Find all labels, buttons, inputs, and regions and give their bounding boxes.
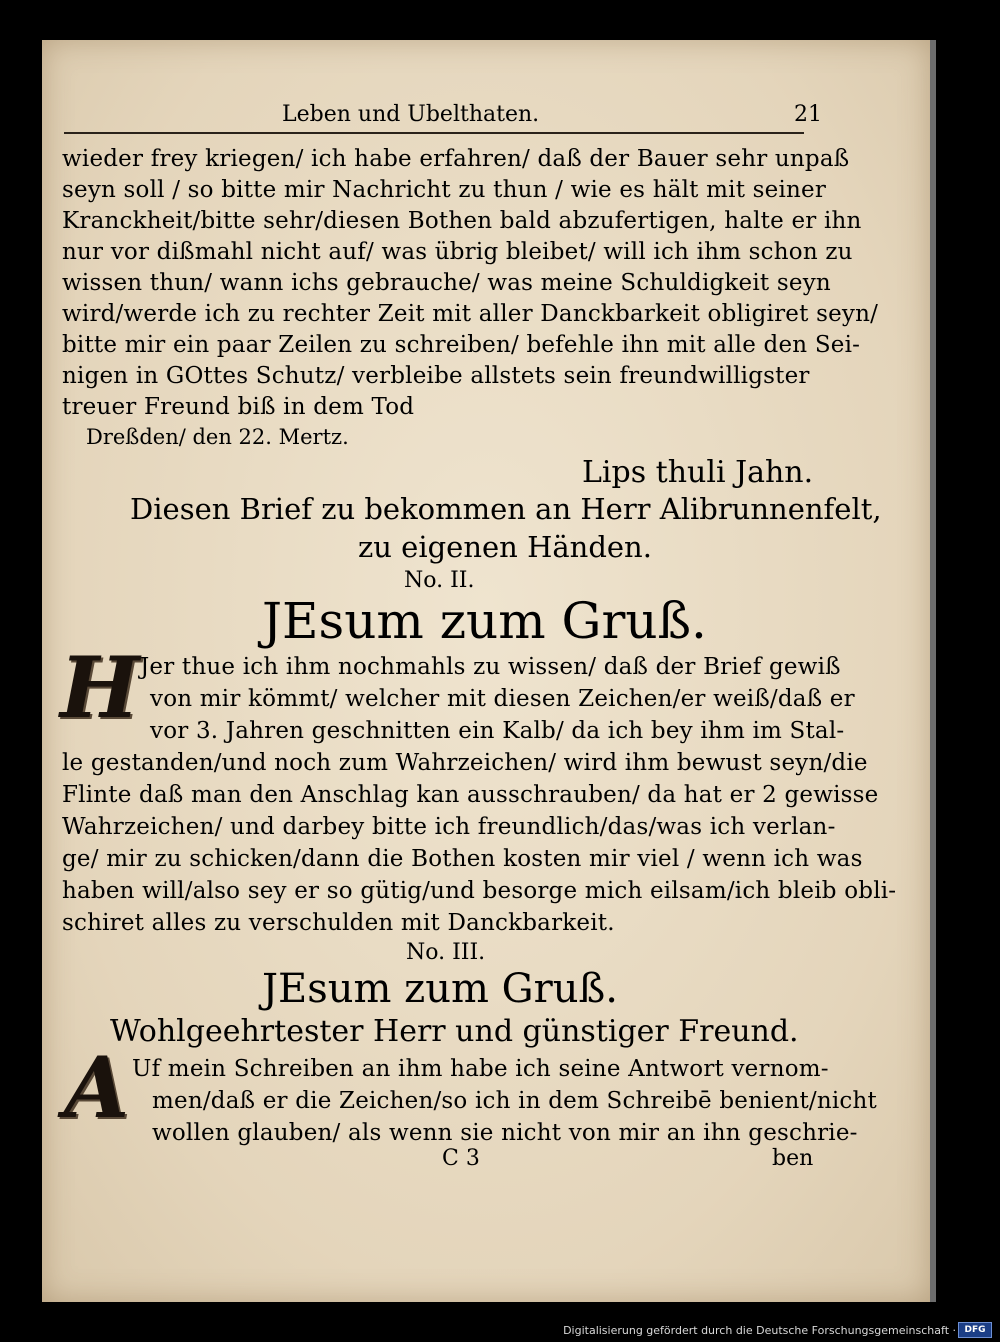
letter1-line: nigen in GOttes Schutz/ verbleibe allstets sein freundwilligster [62, 363, 810, 389]
letter-heading: JEsum zum Gruß. [262, 592, 707, 650]
address-line: Diesen Brief zu bekommen an Herr Alibrunnenfelt, [130, 492, 882, 526]
letter3-line: men/daß er die Zeichen/so ich in dem Schreibē benient/nicht [152, 1088, 877, 1114]
letter2-line: ge/ mir zu schicken/dann die Bothen kosten mir viel / wenn ich was [62, 846, 863, 872]
letter-heading: JEsum zum Gruß. [262, 966, 618, 1012]
signature: Lips thuli Jahn. [582, 455, 814, 490]
letter2-line: Wahrzeichen/ und darbey bitte ich freundlich/das/was ich verlan- [62, 814, 836, 840]
letter1-line: wird/werde ich zu rechter Zeit mit aller Danckbarkeit obligiret seyn/ [62, 301, 879, 327]
letter1-line: bitte mir ein paar Zeilen zu schreiben/ befehle ihn mit alle den Sei- [62, 332, 861, 358]
letter2-line: Jer thue ich ihm nochmahls zu wissen/ daß der Brief gewiß [140, 654, 841, 680]
letter3-line: wollen glauben/ als wenn sie nicht von mir an ihn geschrie- [152, 1120, 858, 1146]
letter2-line: haben will/also sey er so gütig/und besorge mich eilsam/ich bleib obli- [62, 878, 897, 904]
letter2-line: le gestanden/und noch zum Wahrzeichen/ wird ihm bewust seyn/die [62, 750, 868, 776]
funding-note: Digitalisierung gefördert durch die Deutsche Forschungsgemeinschaft · [563, 1324, 956, 1337]
letter2-line: Flinte daß man den Anschlag kan ausschrauben/ da hat er 2 gewisse [62, 782, 879, 808]
letter1-line: seyn soll / so bitte mir Nachricht zu thun / wie es hält mit seiner [62, 177, 827, 203]
header-rule [64, 132, 804, 134]
letter2-line: vor 3. Jahren geschnitten ein Kalb/ da ich bey ihm im Stal- [150, 718, 845, 744]
letter1-line: wieder frey kriegen/ ich habe erfahren/ daß der Bauer sehr unpaß [62, 146, 850, 172]
letter2-line: von mir kömmt/ welcher mit diesen Zeichen/er weiß/daß er [150, 686, 855, 712]
letter1-line: nur vor dißmahl nicht auf/ was übrig bleibet/ will ich ihm schon zu [62, 239, 853, 265]
salutation: Wohlgeehrtester Herr und günstiger Freund. [110, 1014, 799, 1049]
page-content [42, 40, 930, 1302]
decorated-initial: H [60, 638, 140, 737]
letter-number: No. II. [404, 568, 475, 593]
letter3-line: Uf mein Schreiben an ihm habe ich seine Antwort vernom- [132, 1056, 829, 1082]
footer-bar [0, 1318, 1000, 1342]
page-number: 21 [794, 102, 822, 127]
running-title: Leben und Ubelthaten. [282, 102, 540, 127]
dfg-logo[interactable]: DFG [958, 1322, 992, 1338]
dateline: Dreßden/ den 22. Mertz. [86, 425, 349, 449]
page-edge [930, 40, 936, 1302]
catchword: ben [772, 1146, 814, 1171]
letter1-line: treuer Freund biß in dem Tod [62, 394, 415, 420]
address-line: zu eigenen Händen. [358, 530, 652, 564]
letter-number: No. III. [406, 940, 486, 965]
letter1-line: Kranckheit/bitte sehr/diesen Bothen bald abzufertigen, halte er ihn [62, 208, 862, 234]
letter1-line: wissen thun/ wann ichs gebrauche/ was meine Schuldigkeit seyn [62, 270, 831, 296]
letter2-line: schiret alles zu verschulden mit Danckbarkeit. [62, 910, 615, 936]
decorated-initial: A [64, 1038, 130, 1137]
signature-mark: C 3 [442, 1146, 480, 1171]
